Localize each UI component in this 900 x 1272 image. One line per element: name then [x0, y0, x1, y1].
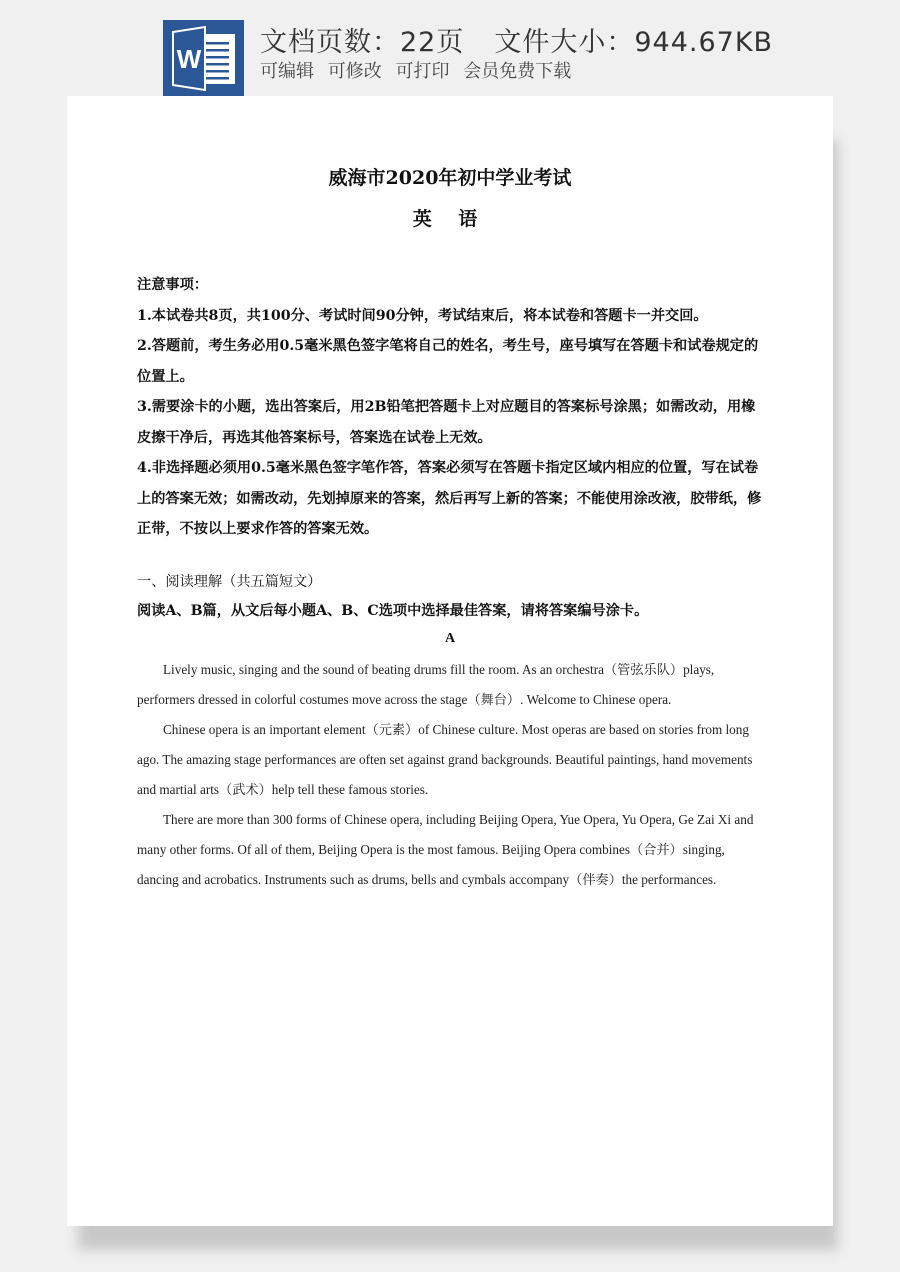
feature-member-download: 会员免费下载 [463, 61, 572, 82]
svg-text:W: W [176, 44, 202, 74]
document-page [67, 96, 833, 1226]
note-item: 1.本试卷共8页，共100分、考试时间90分钟，考试结束后，将本试卷和答题卡一并交回。 [137, 307, 708, 324]
feature-editable: 可编辑 [260, 61, 314, 82]
section-heading: 一、阅读理解（共五篇短文） [137, 574, 322, 590]
file-size: 文件大小：944.67KB [494, 27, 774, 58]
page-count: 文档页数：22页 [260, 27, 465, 58]
note-item: 4.非选择题必须用0.5毫米黑色签字笔作答，答案必须写在答题卡指定区域内相应的位置，写在试卷上的答案无效；如需改动，先划掉原来的答案，然后再写上新的答案；不能使用涂改液，胶带纸，修正带，不按以上要求作答的答案无效。 [137, 460, 762, 537]
word-document-icon [163, 20, 244, 97]
feature-modifiable: 可修改 [327, 61, 382, 82]
feature-list [260, 57, 579, 83]
exam-title: 威海市2020年初中学业考试 [328, 167, 572, 189]
passage-paragraph: There are more than 300 forms of Chinese opera, including Beijing Opera, Yue Opera, Yu Opera, Ge Zai Xi and many other forms. Of all of them, Beijing Opera is the most famous. Beijing Opera combines（合并）singing, dancing and acrobatics. Instruments such as drums, bells and cymbals accompany（伴奏）the performances. [137, 812, 754, 887]
passage-a [137, 655, 765, 895]
feature-printable: 可打印 [395, 61, 450, 82]
reading-section [137, 568, 767, 626]
notes-heading: 注意事项： [137, 277, 208, 293]
passage-paragraph: Chinese opera is an important element（元素）of Chinese culture. Most operas are based on stories from long ago. The amazing stage performances are often set against grand backgrounds. Beautiful paintings, hand movements and martial arts（武术）help tell these famous stories. [137, 722, 753, 797]
download-banner [0, 0, 900, 96]
passage-label: A [444, 631, 456, 646]
passage-paragraph: Lively music, singing and the sound of beating drums fill the room. As an orchestra（管弦乐队）plays, performers dressed in colorful costumes move across the stage（舞台）. Welcome to Chinese opera. [137, 662, 715, 707]
exam-notes [137, 270, 767, 545]
section-instruction: 阅读A、B篇，从文后每小题A、B、C选项中选择最佳答案，请将答案编号涂卡。 [137, 603, 649, 619]
file-info [260, 20, 773, 59]
note-item: 2.答题前，考生务必用0.5毫米黑色签字笔将自己的姓名，考生号，座号填写在答题卡和试卷规定的位置上。 [137, 338, 759, 385]
note-item: 3.需要涂卡的小题，选出答案后，用2B铅笔把答题卡上对应题目的答案标号涂黑；如需改动，用橡皮擦干净后，再选其他答案标号，答案选在试卷上无效。 [137, 399, 756, 446]
exam-subject: 英 语 [412, 208, 488, 230]
